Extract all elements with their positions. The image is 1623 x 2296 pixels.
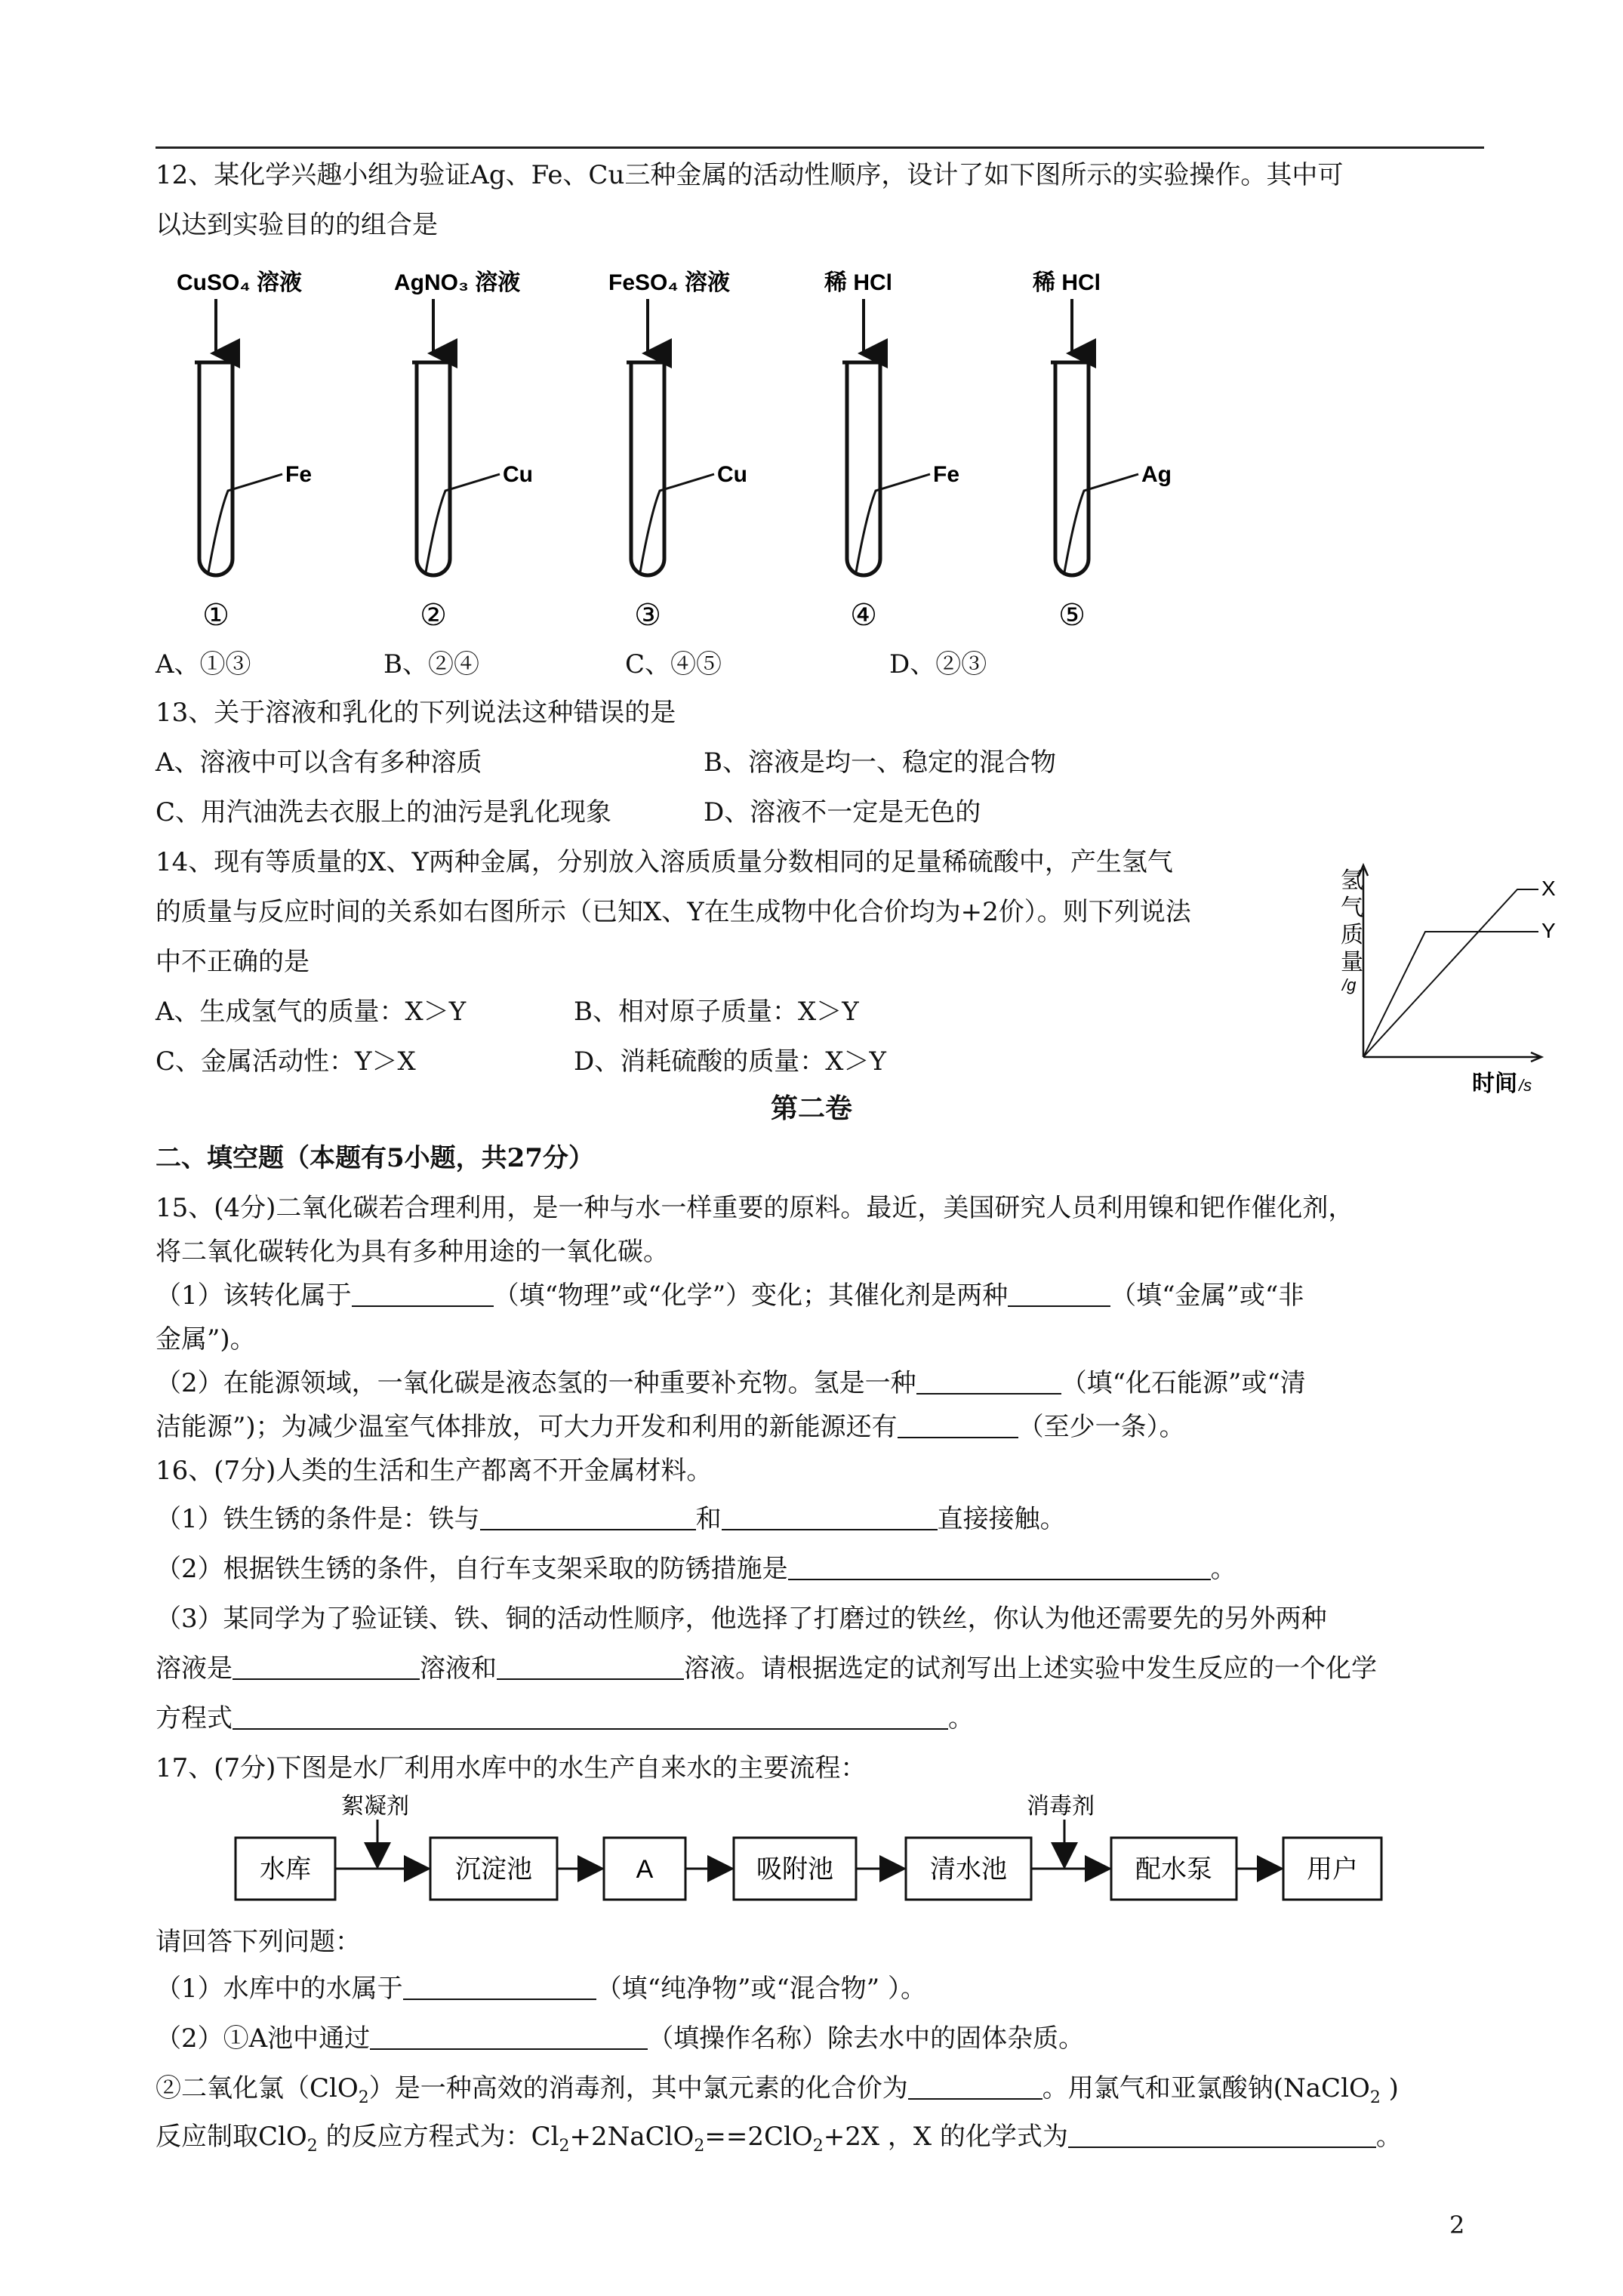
metal-wire — [856, 474, 930, 572]
flow-box-2 — [430, 1838, 557, 1900]
q17-blank-2[interactable] — [370, 2026, 648, 2050]
flow-box-5 — [906, 1838, 1031, 1900]
tube-outline — [1055, 362, 1089, 575]
q17-part3: ②二氧化氯（ClO$_2$）是一种高效的消毒剂，其中氯元素的化合价为 。用氯气和亚氯酸钠(NaClO$_2$ ) — [156, 2073, 1399, 2107]
flow-box-4 — [734, 1838, 856, 1900]
q12-option-d: D、②③ — [889, 649, 987, 680]
q17-part2: （2）①A池中通过 （填操作名称）除去水中的固体杂质。 — [156, 2023, 1085, 2054]
tube-reagent-label: 稀 HCl — [824, 270, 892, 295]
q12-stem-line2: 以达到实验目的的组合是 — [156, 210, 438, 240]
graph-ylabel-4: 量 — [1341, 950, 1363, 975]
q17-blank-4[interactable] — [1068, 2124, 1376, 2148]
section-title: 第二卷 — [770, 1093, 852, 1124]
metal-wire — [426, 474, 500, 572]
q12-option-a: A、①③ — [156, 649, 251, 680]
q16-blank-4[interactable] — [233, 1656, 420, 1680]
tube-outline — [417, 362, 450, 575]
flow-box-label: 吸附池 — [756, 1855, 833, 1884]
flow-box-label: 沉淀池 — [455, 1855, 532, 1884]
hydrogen-mass-graph — [1313, 853, 1563, 1110]
tube-reagent-label: 稀 HCl — [1033, 270, 1101, 295]
series-y-line — [1363, 932, 1538, 1057]
q15-blank-4[interactable] — [898, 1414, 1018, 1438]
q16-blank-5[interactable] — [497, 1656, 684, 1680]
tube-reagent-label: AgNO₃ 溶液 — [394, 270, 521, 295]
tube-metal-label: Fe — [285, 462, 313, 487]
tube-metal-label: Fe — [933, 462, 960, 487]
section-heading: 二、填空题（本题有5小题，共27分） — [156, 1143, 594, 1173]
q14-stem-line1: 14、现有等质量的X、Y两种金属，分别放入溶质质量分数相同的足量稀硫酸中，产生氢气 — [156, 847, 1173, 877]
q15-stem-line2: 将二氧化碳转化为具有多种用途的一氧化碳。 — [156, 1237, 669, 1267]
header-rule — [156, 146, 1484, 149]
tube-outline — [631, 362, 664, 575]
metal-wire — [208, 474, 282, 572]
graph-yunit: /g — [1342, 975, 1357, 994]
flow-additive-label: 消毒剂 — [1027, 1794, 1095, 1819]
q16-blank-2[interactable] — [722, 1506, 938, 1530]
q16-part3-line1: （3）某同学为了验证镁、铁、铜的活动性顺序，他选择了打磨过的铁丝，你认为他还需要先的另外两种 — [156, 1604, 1327, 1634]
q17-stem: 17、(7分)下图是水厂利用水库中的水生产自来水的主要流程： — [156, 1753, 867, 1783]
q12-option-c: C、④⑤ — [625, 649, 722, 680]
test-tube-1 — [177, 270, 312, 632]
tube-metal-label: Cu — [503, 462, 533, 487]
flow-box-label: 配水泵 — [1135, 1855, 1212, 1884]
graph-ylabel-2: 气 — [1341, 895, 1363, 920]
graph-ylabel-3: 质 — [1341, 923, 1363, 948]
q15-part1-cont: 金属”)。 — [156, 1324, 256, 1354]
q12-stem-line1: 12、某化学兴趣小组为验证Ag、Fe、Cu三种金属的活动性顺序，设计了如下图所示的实验操作。其中可 — [156, 160, 1344, 190]
q15-part1: （1）该转化属于 （填“物理”或“化学”）变化；其催化剂是两种 （填“金属”或“非 — [156, 1281, 1304, 1311]
q13-option-d: D、溶液不一定是无色的 — [704, 797, 981, 827]
tube-number: ② — [420, 599, 447, 632]
q13-option-c: C、用汽油洗去衣服上的油污是乳化现象 — [156, 797, 612, 827]
tube-outline — [199, 362, 233, 575]
graph-xlabel: 时间 — [1472, 1071, 1517, 1096]
tube-reagent-label: FeSO₄ 溶液 — [608, 270, 730, 295]
q16-part3-line2: 溶液是 溶液和 溶液。请根据选定的试剂写出上述实验中发生反应的一个化学 — [156, 1653, 1377, 1684]
flow-box-label: 清水池 — [930, 1855, 1007, 1884]
q16-part3-line3: 方程式 。 — [156, 1703, 974, 1734]
tube-number: ⑤ — [1058, 599, 1086, 632]
tube-reagent-label: CuSO₄ 溶液 — [177, 270, 302, 295]
tube-outline — [847, 362, 880, 575]
q16-blank-6[interactable] — [233, 1706, 948, 1730]
q15-stem-line1: 15、(4分)二氧化碳若合理利用，是一种与水一样重要的原料。最近，美国研究人员利用镍和钯作催化剂， — [156, 1193, 1354, 1223]
metal-wire — [640, 474, 714, 572]
q13-stem: 13、关于溶液和乳化的下列说法这种错误的是 — [156, 698, 676, 728]
q15-part2-cont: 洁能源”)；为减少温室气体排放，可大力开发和利用的新能源还有 （至少一条）。 — [156, 1412, 1185, 1442]
q17-blank-1[interactable] — [403, 1976, 596, 2000]
q16-blank-3[interactable] — [788, 1556, 1211, 1580]
tube-metal-label: Ag — [1141, 462, 1172, 487]
test-tube-4 — [824, 270, 959, 632]
metal-wire — [1064, 474, 1138, 572]
q15-blank-1[interactable] — [352, 1283, 494, 1307]
q15-blank-3[interactable] — [916, 1370, 1061, 1395]
test-tube-3 — [608, 270, 747, 632]
test-tube-2 — [394, 270, 533, 632]
q13-option-a: A、溶液中可以含有多种溶质 — [156, 747, 482, 778]
tube-number: ③ — [634, 599, 661, 632]
flow-box-label: A — [636, 1855, 654, 1884]
q14-option-d: D、消耗硫酸的质量：X＞Y — [574, 1046, 886, 1077]
q13-option-b: B、溶液是均一、稳定的混合物 — [704, 747, 1056, 778]
flow-box-7 — [1283, 1838, 1381, 1900]
q14-option-b: B、相对原子质量：X＞Y — [574, 997, 859, 1027]
q17-part1: （1）水库中的水属于 （填“纯净物”或“混合物” ）。 — [156, 1974, 926, 2004]
test-tubes-figure — [156, 257, 1172, 649]
q17-blank-3[interactable] — [908, 2076, 1042, 2100]
series-y-label: Y — [1541, 919, 1556, 942]
q14-stem-line2: 的质量与反应时间的关系如右图所示（已知X、Y在生成物中化合价均为+2价）。则下列说法 — [156, 897, 1191, 927]
test-tube-5 — [1032, 270, 1172, 632]
q16-blank-1[interactable] — [480, 1506, 696, 1530]
tube-number: ④ — [850, 599, 877, 632]
tube-number: ① — [202, 599, 229, 632]
q14-option-c: C、金属活动性：Y＞X — [156, 1046, 416, 1077]
flow-additive-label: 絮凝剂 — [341, 1794, 409, 1819]
flow-box-1 — [236, 1838, 335, 1900]
series-x-line — [1363, 889, 1538, 1057]
q12-option-b: B、②④ — [383, 649, 479, 680]
water-process-flowchart — [226, 1789, 1404, 1918]
flow-box-3 — [604, 1838, 685, 1900]
q16-stem: 16、(7分)人类的生活和生产都离不开金属材料。 — [156, 1456, 713, 1486]
q16-part1: （1）铁生锈的条件是：铁与 和 直接接触。 — [156, 1504, 1066, 1534]
flow-box-label: 用户 — [1307, 1855, 1358, 1884]
graph-ylabel-1: 氢 — [1341, 868, 1363, 893]
q14-option-a: A、生成氢气的质量：X＞Y — [156, 997, 467, 1027]
series-x-label: X — [1541, 877, 1556, 900]
page-number: 2 — [1449, 2211, 1465, 2239]
q16-part2: （2）根据铁生锈的条件，自行车支架采取的防锈措施是 。 — [156, 1554, 1236, 1584]
graph-xunit: /s — [1519, 1076, 1532, 1095]
q17-part4: 反应制取ClO$_2$ 的反应方程式为：$Cl_2+2NaClO_2==2ClO_2+2X$ ，X 的化学式为 。 — [156, 2122, 1402, 2156]
q17-ask: 请回答下列问题： — [156, 1927, 361, 1957]
flow-box-6 — [1111, 1838, 1236, 1900]
q14-stem-line3: 中不正确的是 — [156, 947, 310, 977]
q15-blank-2[interactable] — [1008, 1283, 1110, 1307]
flow-box-label: 水库 — [260, 1855, 311, 1884]
q15-part2: （2）在能源领域，一氧化碳是液态氢的一种重要补充物。氢是一种 （填“化石能源”或“清 — [156, 1368, 1306, 1398]
tube-metal-label: Cu — [717, 462, 747, 487]
